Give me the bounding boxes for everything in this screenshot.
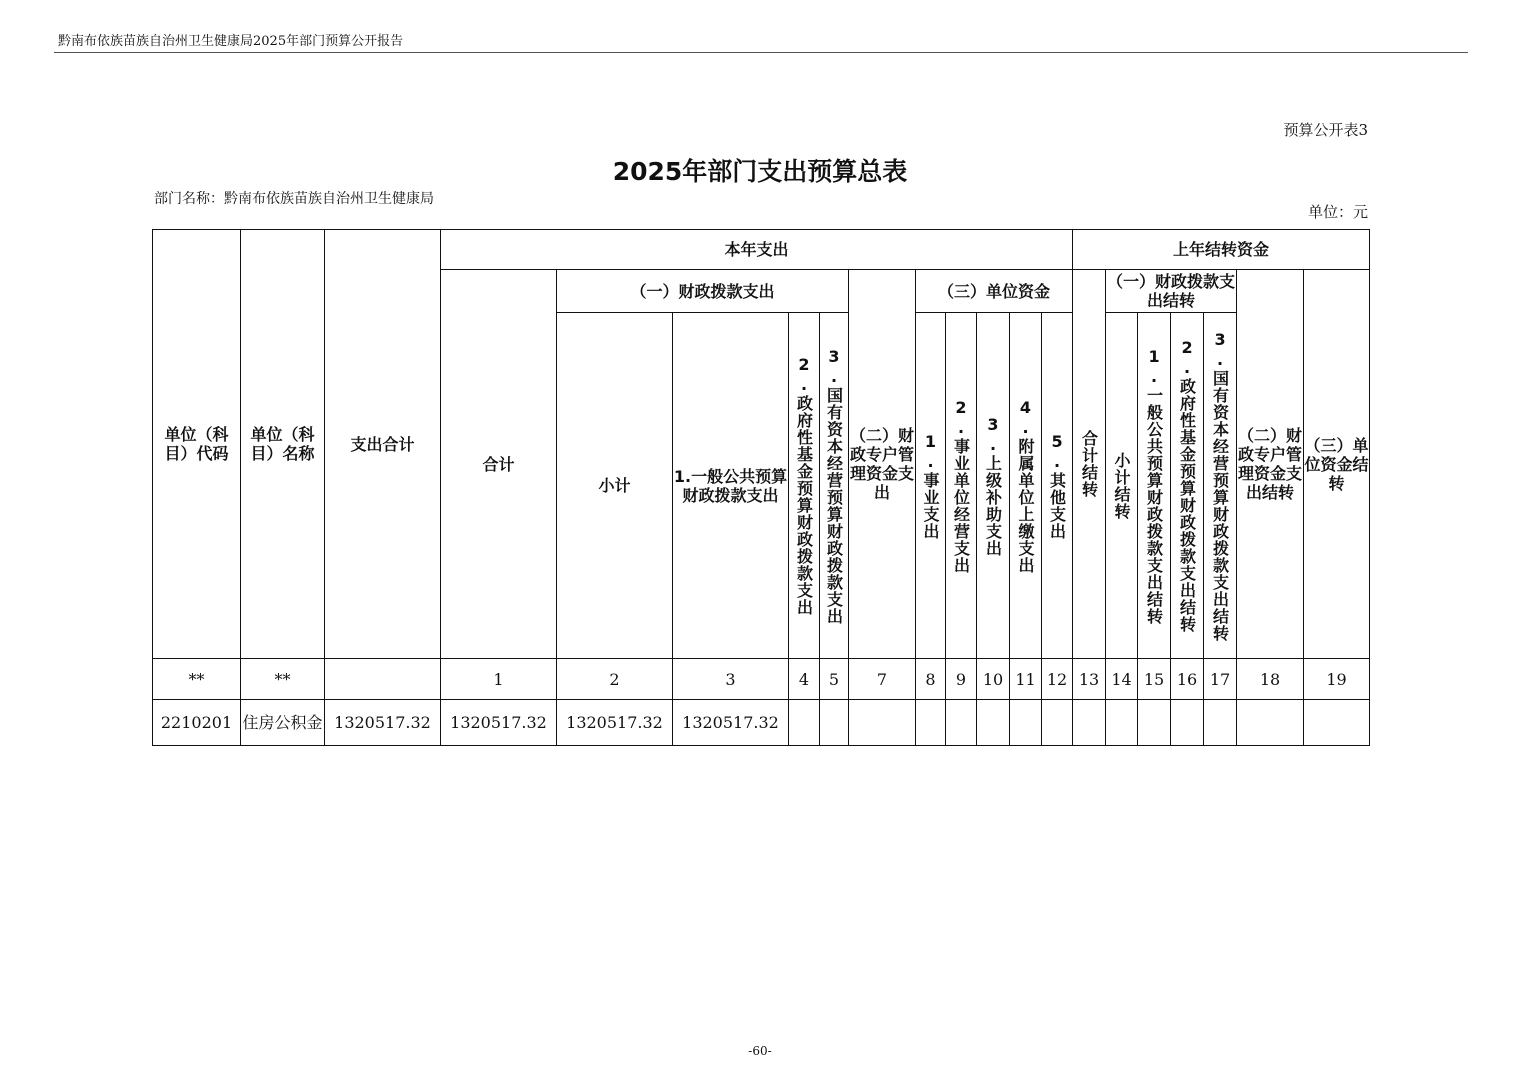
row-name: 住房公积金 [241, 700, 325, 746]
index-cell: 18 [1237, 659, 1304, 700]
header-u2: 2.事业单位经营支出 [946, 313, 977, 659]
index-cell: 10 [977, 659, 1010, 700]
index-cell: 13 [1073, 659, 1106, 700]
index-cell: 2 [557, 659, 673, 700]
header-co-subtotal: 小计结转 [1106, 313, 1138, 659]
header-special: （二）财政专户管理资金支出 [849, 270, 916, 659]
index-cell: 14 [1106, 659, 1138, 700]
page-number: -60- [748, 1044, 772, 1058]
header-u1: 1.事业支出 [916, 313, 946, 659]
index-cell: 3 [673, 659, 789, 700]
index-cell: 11 [1010, 659, 1042, 700]
header-name: 单位（科目）名称 [241, 230, 325, 659]
row-cell [946, 700, 977, 746]
index-cell: 9 [946, 659, 977, 700]
header-co-special: （二）财政专户管理资金支出结转 [1237, 270, 1304, 659]
row-cell [1304, 700, 1370, 746]
row-cell [916, 700, 946, 746]
row-sum: 1320517.32 [441, 700, 557, 746]
index-cell: 16 [1171, 659, 1204, 700]
row-cell [977, 700, 1010, 746]
index-cell [325, 659, 441, 700]
index-cell: 4 [789, 659, 820, 700]
header-current-year: 本年支出 [441, 230, 1073, 270]
index-cell: 7 [849, 659, 916, 700]
header-stateown: 3.国有资本经营预算财政拨款支出 [820, 313, 849, 659]
header-co-2: 2.政府性基金预算财政拨款支出结转 [1171, 313, 1204, 659]
row-cell [849, 700, 916, 746]
index-cell: 15 [1138, 659, 1171, 700]
header-co-unit: （三）单位资金结转 [1304, 270, 1370, 659]
row-cell [1042, 700, 1073, 746]
header-u3: 3.上级补助支出 [977, 313, 1010, 659]
header-u5: 5.其他支出 [1042, 313, 1073, 659]
row-general: 1320517.32 [673, 700, 789, 746]
header-co-1: 1.一般公共预算财政拨款支出结转 [1138, 313, 1171, 659]
index-cell: 8 [916, 659, 946, 700]
header-sum: 合计 [441, 270, 557, 659]
header-co-3: 3.国有资本经营预算财政拨款支出结转 [1204, 313, 1237, 659]
row-cell [1106, 700, 1138, 746]
row-subtotal: 1320517.32 [557, 700, 673, 746]
header-carryover: 上年结转资金 [1073, 230, 1370, 270]
index-cell: 12 [1042, 659, 1073, 700]
header-divider [54, 52, 1468, 53]
index-cell: 5 [820, 659, 849, 700]
index-cell: ** [153, 659, 241, 700]
row-cell [1010, 700, 1042, 746]
budget-table [152, 229, 1370, 746]
row-cell [1171, 700, 1204, 746]
index-cell: 19 [1304, 659, 1370, 700]
index-cell: 1 [441, 659, 557, 700]
header-code: 单位（科目）代码 [153, 230, 241, 659]
index-cell: 17 [1204, 659, 1237, 700]
row-cell [1138, 700, 1171, 746]
row-code: 2210201 [153, 700, 241, 746]
document-title: 2025年部门支出预算总表 [612, 157, 908, 186]
report-header: 黔南布依族苗族自治州卫生健康局2025年部门预算公开报告 [58, 34, 404, 49]
table-number: 预算公开表3 [1283, 121, 1368, 139]
row-cell [1204, 700, 1237, 746]
header-u4: 4.附属单位上缴支出 [1010, 313, 1042, 659]
header-fiscal: （一）财政拨款支出 [557, 270, 849, 313]
header-total: 支出合计 [325, 230, 441, 659]
header-co-sum: 合计结转 [1073, 270, 1106, 659]
department-name: 部门名称：黔南布依族苗族自治州卫生健康局 [154, 191, 434, 207]
table-row [153, 700, 1370, 746]
row-total: 1320517.32 [325, 700, 441, 746]
header-general: 1.一般公共预算财政拨款支出 [673, 313, 789, 659]
row-cell [1237, 700, 1304, 746]
header-subtotal: 小计 [557, 313, 673, 659]
unit-label: 单位：元 [1307, 203, 1368, 221]
header-govfund: 2.政府性基金预算财政拨款支出 [789, 313, 820, 659]
header-unit-funds: （三）单位资金 [916, 270, 1073, 313]
index-cell: ** [241, 659, 325, 700]
row-cell [789, 700, 820, 746]
header-co-fiscal: （一）财政拨款支出结转 [1106, 270, 1237, 313]
row-cell [1073, 700, 1106, 746]
row-cell [820, 700, 849, 746]
